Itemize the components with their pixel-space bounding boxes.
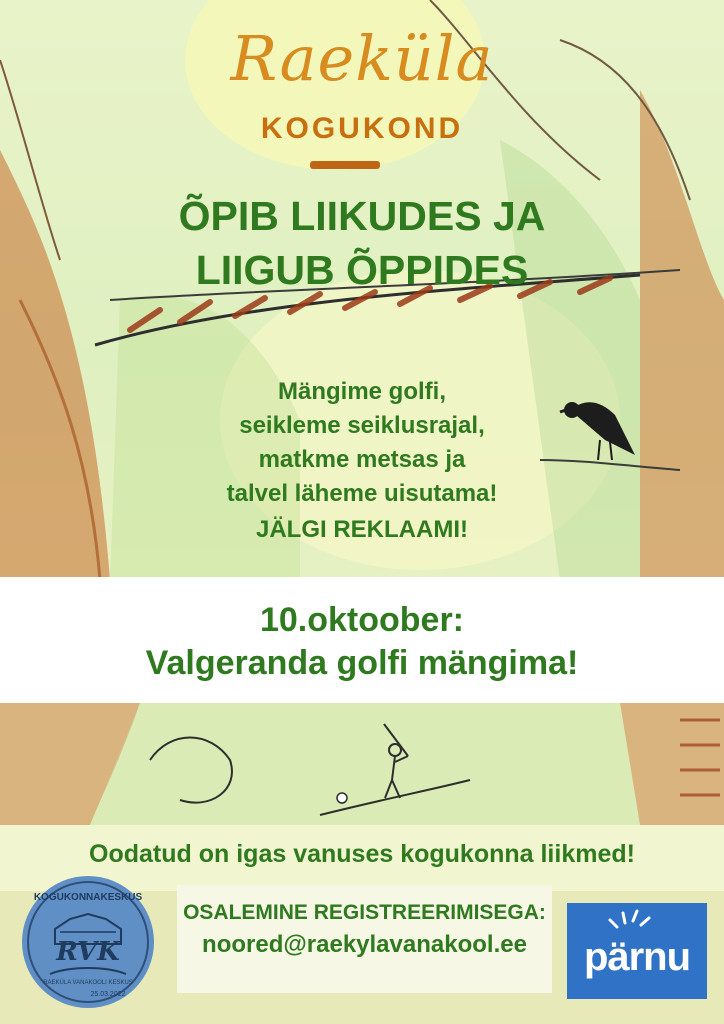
- badge-bottom-text: RAEKÜLA VANAKOOLI KESKUS: [43, 980, 133, 986]
- registration-label: OSALEMINE REGISTREERIMISEGA:: [183, 901, 546, 924]
- rvk-badge: [20, 874, 156, 1010]
- event-title: Valgeranda golfi mängima!: [145, 644, 579, 682]
- registration-email: noored@raekylavanakool.ee: [202, 931, 527, 958]
- event-date: 10.oktoober:: [259, 601, 465, 639]
- follow-ads-line: JÄLGI REKLAAMI!: [256, 516, 468, 543]
- headline-line-1: ÕPIB LIIKUDES JA: [178, 193, 546, 239]
- activity-line-4: talvel läheme uisutama!: [226, 480, 498, 507]
- parnu-logo-text: pärnu: [583, 935, 691, 979]
- headline-line-2: LIIGUB ÕPPIDES: [195, 247, 529, 293]
- activity-line-1: Mängime golfi,: [278, 378, 446, 405]
- event-band: [0, 577, 724, 703]
- logo-divider: [310, 161, 380, 169]
- activity-line-2: seikleme seiklusrajal,: [239, 412, 485, 439]
- welcome-text: Oodatud on igas vanuses kogukonna liikmed!: [89, 840, 635, 868]
- badge-arc-text: KOGUKONNAKESKUS: [33, 892, 143, 903]
- badge-monogram: RVK: [56, 937, 120, 967]
- activity-line-3: matkme metsas ja: [258, 446, 466, 473]
- badge-date: 25.03.2022: [90, 991, 126, 998]
- golf-ball-icon: [337, 793, 347, 803]
- logo-subtitle: KOGUKOND: [260, 112, 464, 145]
- logo-script: Raeküla: [230, 22, 494, 95]
